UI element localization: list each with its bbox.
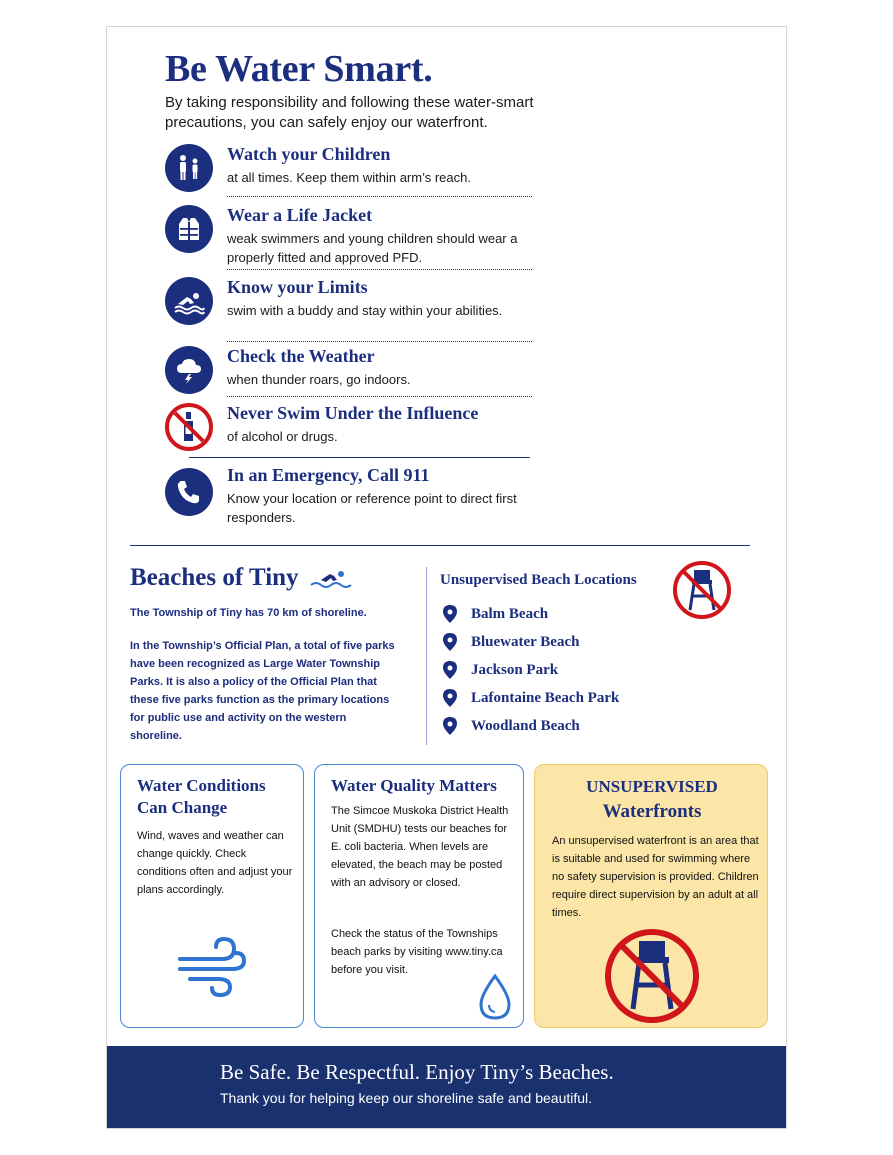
card-title: Water Conditions Can Change (137, 776, 266, 817)
beaches-plan-text: In the Township’s Official Plan, a total of five parks have been recognized as Large Water Township Parks. It is also a policy of the Official Plan that these five parks function as the primary locations for public use and activity on the western shoreline. (130, 640, 395, 742)
children-icon (165, 144, 213, 192)
tip-text: weak swimmers and young children should wear a properly fitted and approved PFD. (227, 231, 518, 265)
tip-text: swim with a buddy and stay within your abilities. (227, 303, 503, 318)
map-pin-icon (443, 605, 457, 623)
location-label: Lafontaine Beach Park (471, 689, 620, 706)
location-item (443, 717, 580, 735)
section-divider (130, 545, 750, 546)
card-title: Waterfronts (602, 801, 702, 822)
no-lifeguard-icon (603, 927, 701, 1025)
card-title: Water Quality Matters (331, 776, 497, 795)
location-item (443, 661, 558, 679)
location-label: Bluewater Beach (471, 633, 580, 650)
tip-life-jacket (165, 205, 533, 265)
tip-no-influence (165, 403, 533, 453)
beaches-title-text: Beaches of Tiny (130, 564, 299, 591)
divider (189, 457, 530, 458)
swimmer-icon (309, 569, 353, 589)
location-label: Jackson Park (471, 661, 559, 678)
divider (227, 196, 532, 197)
no-lifeguard-icon (672, 560, 732, 625)
page-title: Be Water Smart. (165, 48, 433, 90)
no-alcohol-icon (165, 403, 213, 451)
footer-thanks: Thank you for helping keep our shoreline safe and beautiful. (220, 1090, 593, 1106)
tip-text: when thunder roars, go indoors. (227, 372, 411, 387)
tip-title: Wear a Life Jacket (227, 205, 373, 225)
tip-emergency (165, 465, 533, 525)
map-pin-icon (443, 689, 457, 707)
tip-title: Know your Limits (227, 277, 368, 297)
location-label: Woodland Beach (471, 717, 580, 734)
tip-text: of alcohol or drugs. (227, 429, 338, 444)
beaches-shoreline-text: The Township of Tiny has 70 km of shoreline. (130, 607, 367, 619)
tip-title: In an Emergency, Call 911 (227, 465, 430, 485)
beaches-title (130, 564, 353, 592)
tip-title: Check the Weather (227, 346, 375, 366)
locations-title: Unsupervised Beach Locations (440, 572, 637, 588)
water-drop-icon (477, 973, 513, 1021)
poster (106, 26, 787, 1129)
footer-banner (107, 1046, 787, 1129)
tip-title: Watch your Children (227, 144, 391, 164)
phone-icon (165, 468, 213, 516)
card-text: The Simcoe Muskoka District Health Unit (SMDHU) tests our beaches for E. coli bacteria. When levels are elevated, the beach may be posted with an advisory or closed. (331, 805, 509, 889)
storm-cloud-icon (165, 346, 213, 394)
tip-text: Know your location or reference point to direct first responders. (227, 491, 517, 525)
life-jacket-icon (165, 205, 213, 253)
tip-text: at all times. Keep them within arm’s reach. (227, 170, 471, 185)
location-item (443, 689, 619, 707)
vertical-divider (426, 567, 427, 745)
location-label: Balm Beach (471, 605, 549, 622)
swimmer-icon (165, 277, 213, 325)
map-pin-icon (443, 717, 457, 735)
wind-icon (176, 933, 248, 999)
card-water-quality (314, 764, 524, 1028)
card-title: UNSUPERVISED (586, 777, 718, 796)
intro-text: By taking responsibility and following these water-smart precautions, you can safely enjoy our waterfront. (165, 94, 534, 131)
card-text: Wind, waves and weather can change quickly. Check conditions often and adjust your plans accordingly. (137, 830, 293, 896)
divider (227, 269, 532, 270)
divider (227, 341, 532, 342)
tip-check-weather (165, 346, 533, 396)
footer-slogan: Be Safe. Be Respectful. Enjoy Tiny’s Beaches. (220, 1060, 614, 1084)
location-item (443, 605, 548, 623)
map-pin-icon (443, 633, 457, 651)
card-unsupervised (534, 764, 768, 1028)
map-pin-icon (443, 661, 457, 679)
card-text: An unsupervised waterfront is an area that is suitable and used for swimming where no safety supervision is provided. Children require direct supervision by an adult at all times. (552, 835, 759, 919)
divider (227, 396, 532, 397)
location-item (443, 633, 579, 651)
tip-title: Never Swim Under the Influence (227, 403, 479, 423)
tip-watch-children (165, 144, 533, 194)
tip-know-limits (165, 277, 533, 333)
card-text: Check the status of the Townships beach parks by visiting www.tiny.ca before you visit. (331, 928, 503, 976)
card-water-conditions (120, 764, 304, 1028)
